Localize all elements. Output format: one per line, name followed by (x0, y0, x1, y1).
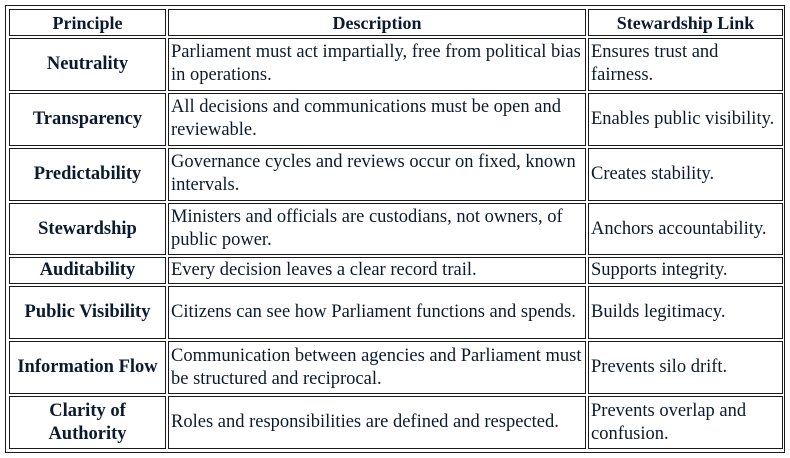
stewardship-link-cell: Prevents overlap and confusion. (588, 396, 783, 449)
table-row (9, 203, 783, 256)
stewardship-link-cell: Enables public visibility. (588, 93, 783, 146)
description-cell: Governance cycles and reviews occur on fixed, known intervals. (168, 148, 586, 201)
description-cell: All decisions and communications must be open and reviewable. (168, 93, 586, 146)
stewardship-link-cell: Builds legitimacy. (588, 286, 783, 339)
description-cell: Every decision leaves a clear record trail. (168, 257, 586, 284)
principles-table (7, 7, 785, 451)
principle-cell: Public Visibility (9, 286, 166, 339)
header-stewardship-link: Stewardship Link (588, 9, 783, 36)
description-cell: Communication between agencies and Parliament must be structured and reciprocal. (168, 341, 586, 394)
header-description: Description (168, 9, 586, 36)
principles-table-container (5, 5, 785, 453)
stewardship-link-cell: Creates stability. (588, 148, 783, 201)
principle-cell: Neutrality (9, 38, 166, 91)
table-row (9, 341, 783, 394)
table-row (9, 286, 783, 339)
principle-cell: Clarity of Authority (9, 396, 166, 449)
table-row (9, 93, 783, 146)
principle-cell: Information Flow (9, 341, 166, 394)
table-header-row (9, 9, 783, 36)
stewardship-link-cell: Supports integrity. (588, 257, 783, 284)
table-row (9, 396, 783, 449)
principle-cell: Auditability (9, 257, 166, 284)
description-cell: Roles and responsibilities are defined and respected. (168, 396, 586, 449)
description-cell: Ministers and officials are custodians, not owners, of public power. (168, 203, 586, 256)
description-cell: Parliament must act impartially, free from political bias in operations. (168, 38, 586, 91)
table-row (9, 38, 783, 91)
description-cell: Citizens can see how Parliament functions and spends. (168, 286, 586, 339)
stewardship-link-cell: Ensures trust and fairness. (588, 38, 783, 91)
stewardship-link-cell: Prevents silo drift. (588, 341, 783, 394)
principle-cell: Transparency (9, 93, 166, 146)
header-principle: Principle (9, 9, 166, 36)
stewardship-link-cell: Anchors accountability. (588, 203, 783, 256)
principle-cell: Stewardship (9, 203, 166, 256)
table-row (9, 148, 783, 201)
table-row (9, 257, 783, 284)
principle-cell: Predictability (9, 148, 166, 201)
